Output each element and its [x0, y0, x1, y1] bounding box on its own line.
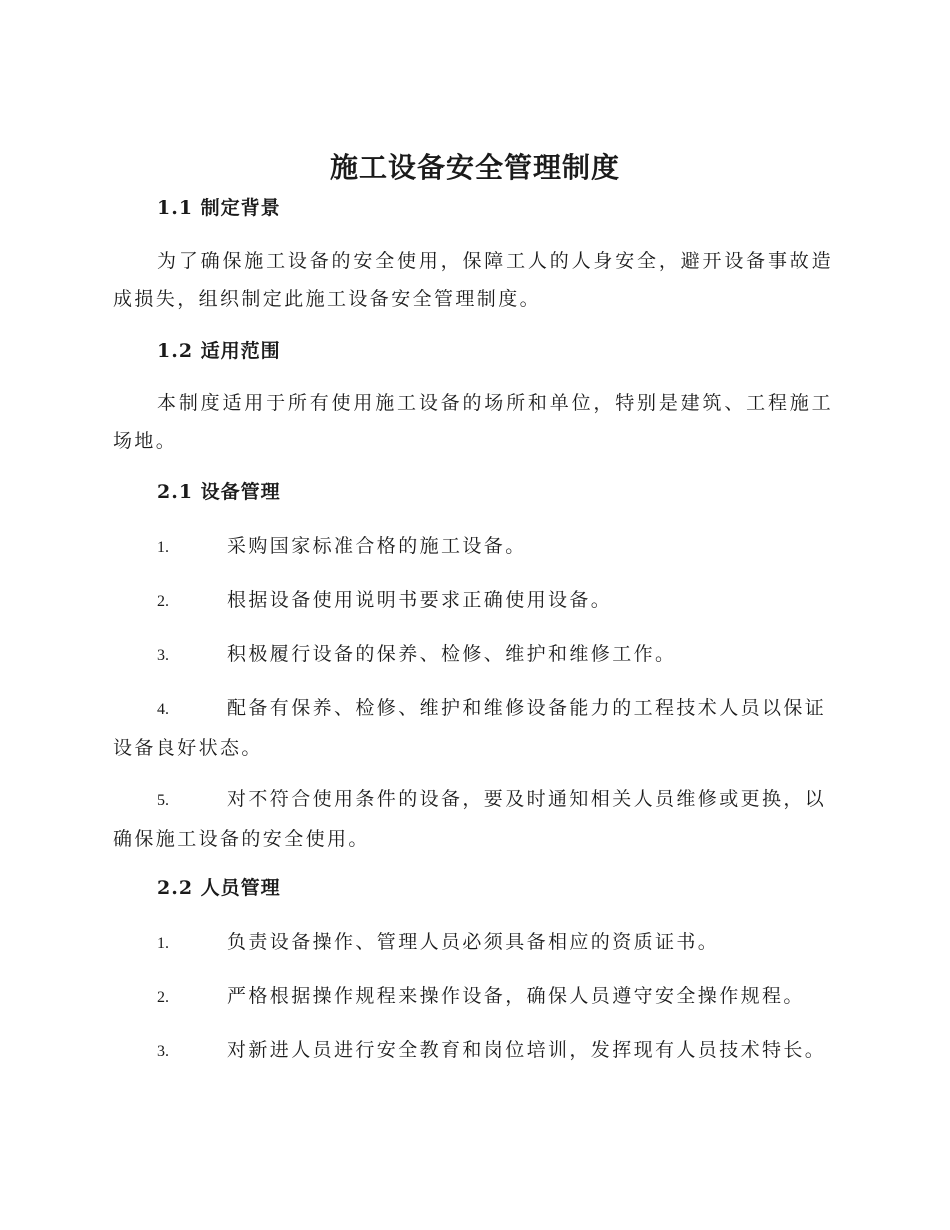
- list-item: [113, 689, 833, 767]
- list-marker: 3.: [157, 1043, 169, 1060]
- list-marker: 2.: [157, 989, 169, 1006]
- list-marker: 3.: [157, 647, 169, 664]
- list-item: [113, 581, 833, 621]
- list-item-text: 负责设备操作、管理人员必须具备相应的资质证书。: [227, 931, 720, 953]
- list-item-text: 严格根据操作规程来操作设备，确保人员遵守安全操作规程。: [227, 985, 805, 1007]
- list-item-text: 采购国家标准合格的施工设备。: [227, 535, 527, 557]
- section-paragraph-1-2: 本制度适用于所有使用施工设备的场所和单位，特别是建筑、工程施工场地。: [113, 392, 833, 452]
- list-marker: 4.: [157, 701, 169, 718]
- section-heading-1-2: 1.2 适用范围: [157, 340, 281, 362]
- list-item-text: 根据设备使用说明书要求正确使用设备。: [227, 589, 613, 611]
- list-item: [113, 527, 833, 567]
- section-heading-1-1: 1.1 制定背景: [157, 197, 281, 219]
- section-paragraph-1-1: 为了确保施工设备的安全使用，保障工人的人身安全，避开设备事故造成损失，组织制定此施工设备安全管理制度。: [113, 250, 833, 310]
- list-item-text: 积极履行设备的保养、检修、维护和维修工作。: [227, 643, 677, 665]
- section-heading-2-1: 2.1 设备管理: [157, 481, 281, 503]
- list-item: [113, 923, 833, 963]
- list-item-text: 对新进人员进行安全教育和岗位培训，发挥现有人员技术特长。: [227, 1039, 827, 1061]
- list-item: [113, 1031, 833, 1071]
- list-marker: 2.: [157, 593, 169, 610]
- list-item: [113, 977, 833, 1017]
- list-marker: 1.: [157, 539, 169, 556]
- list-item: [113, 780, 833, 858]
- list-marker: 1.: [157, 935, 169, 952]
- list-item-text: 对不符合使用条件的设备，要及时通知相关人员维修或更换，以确保施工设备的安全使用。: [113, 788, 827, 850]
- section-heading-2-2: 2.2 人员管理: [157, 877, 281, 899]
- document-title: 施工设备安全管理制度: [329, 151, 620, 184]
- list-marker: 5.: [157, 792, 169, 809]
- list-item: [113, 635, 833, 675]
- list-item-text: 配备有保养、检修、维护和维修设备能力的工程技术人员以保证设备良好状态。: [113, 697, 827, 759]
